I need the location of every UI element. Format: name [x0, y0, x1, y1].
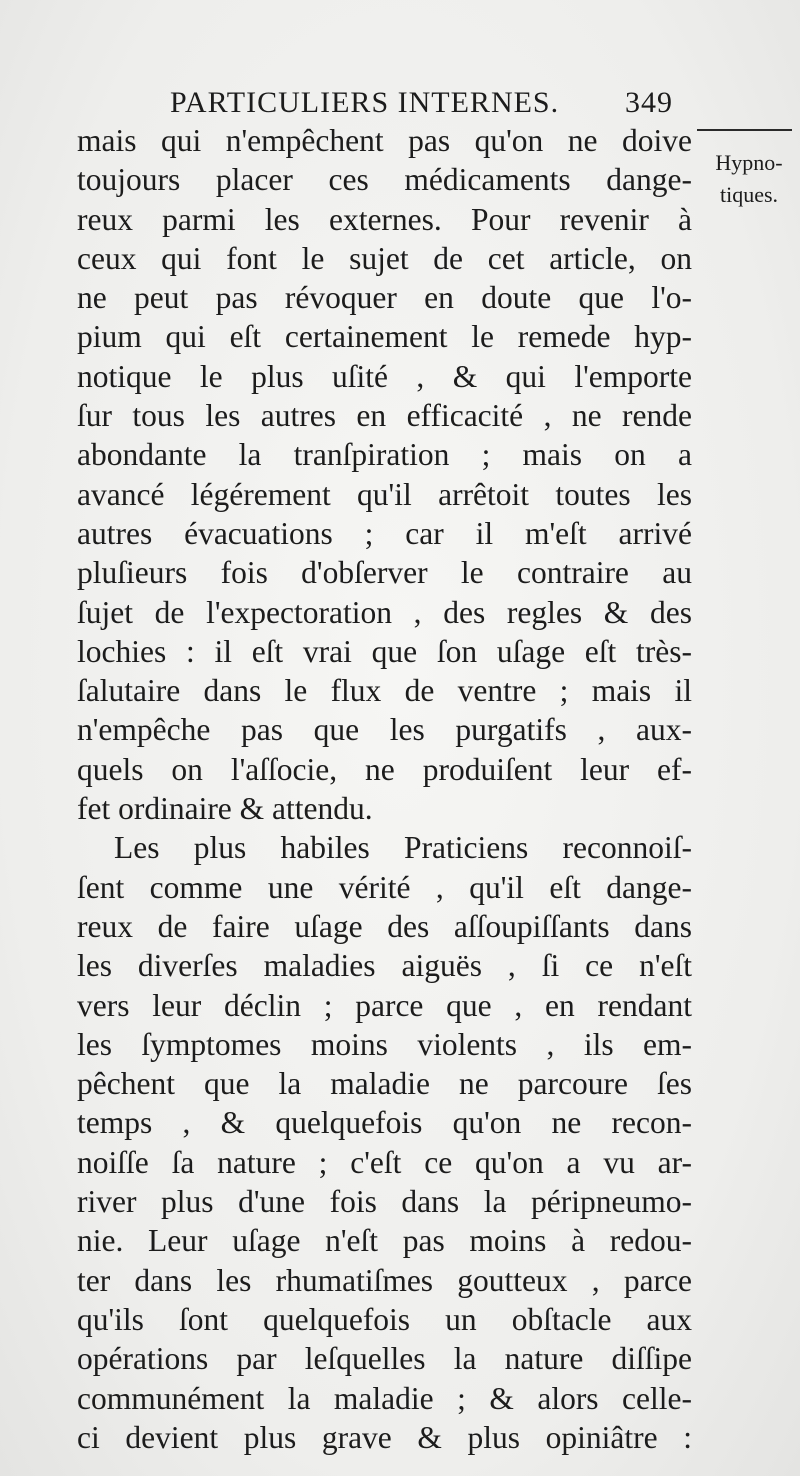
text-line: ſalutaire dans le flux de ventre ; mais il	[77, 673, 692, 709]
text-line: n'empêche pas que les purgatifs , aux-	[77, 712, 692, 748]
text-line: pium qui eſt certainement le remede hyp-	[77, 319, 692, 355]
text-line: nie. Leur uſage n'eſt pas moins à redou-	[77, 1223, 692, 1259]
text-line: ſur tous les autres en efficacité , ne rende	[77, 398, 692, 434]
paragraph-1	[77, 121, 692, 828]
text-line: pluſieurs fois d'obſerver le contraire au	[77, 555, 692, 591]
text-line: noiſſe ſa nature ; c'eſt ce qu'on a vu ar-	[77, 1144, 692, 1180]
text-line: ne peut pas révoquer en doute que l'o-	[77, 280, 692, 316]
page-number: 349	[625, 86, 673, 119]
text-line: communément la maladie ; & alors celle-	[77, 1380, 692, 1416]
text-line: fet ordinaire & attendu.	[77, 791, 373, 827]
text-line: les diverſes maladies aiguës , ſi ce n'eſt	[77, 948, 692, 984]
text-line: river plus d'une fois dans la péripneumo-	[77, 1184, 692, 1220]
text-line: avancé légérement qu'il arrêtoit toutes les	[77, 476, 692, 512]
margin-note-line: tiques.	[719, 182, 779, 207]
body-text	[77, 121, 692, 1457]
text-line: ceux qui font le sujet de cet article, on	[77, 240, 692, 276]
text-line: ſent comme une vérité , qu'il eſt dange-	[77, 869, 692, 905]
text-line: lochies : il eſt vrai que ſon uſage eſt très-	[77, 633, 692, 669]
text-line: opérations par leſquelles la nature diſſipe	[77, 1341, 692, 1377]
text-line: toujours placer ces médicaments dange-	[77, 162, 692, 198]
text-line: notique le plus uſité , & qui l'emporte	[77, 358, 692, 394]
text-line: pêchent que la maladie ne parcoure ſes	[77, 1066, 692, 1102]
text-line: ter dans les rhumatiſmes goutteux , parce	[77, 1262, 692, 1298]
margin-note	[699, 147, 799, 211]
text-line: Les plus habiles Praticiens reconnoiſ-	[114, 830, 692, 866]
text-line: les ſymptomes moins violents , ils em-	[77, 1026, 692, 1062]
text-line: reux de faire uſage des aſſoupiſſants dans	[77, 908, 692, 944]
text-line: ſujet de l'expectoration , des regles & des	[77, 594, 692, 630]
text-line: ci devient plus grave & plus opiniâtre :	[77, 1419, 692, 1455]
text-line: autres évacuations ; car il m'eſt arrivé	[77, 515, 692, 551]
text-line: vers leur déclin ; parce que , en rendant	[77, 987, 692, 1023]
text-line: abondante la tranſpiration ; mais on a	[77, 437, 692, 473]
text-line: mais qui n'empêchent pas qu'on ne doive	[77, 123, 692, 158]
header-title: PARTICULIERS INTERNES.	[170, 86, 560, 119]
text-line: qu'ils ſont quelquefois un obſtacle aux	[77, 1301, 692, 1337]
text-line: temps , & quelquefois qu'on ne recon-	[77, 1105, 692, 1141]
text-line: quels on l'aſſocie, ne produiſent leur ef-	[77, 751, 692, 787]
margin-rule	[697, 129, 792, 131]
text-line: reux parmi les externes. Pour revenir à	[77, 201, 692, 237]
margin-note-line: Hypno-	[715, 150, 783, 175]
paragraph-2	[77, 828, 692, 1457]
